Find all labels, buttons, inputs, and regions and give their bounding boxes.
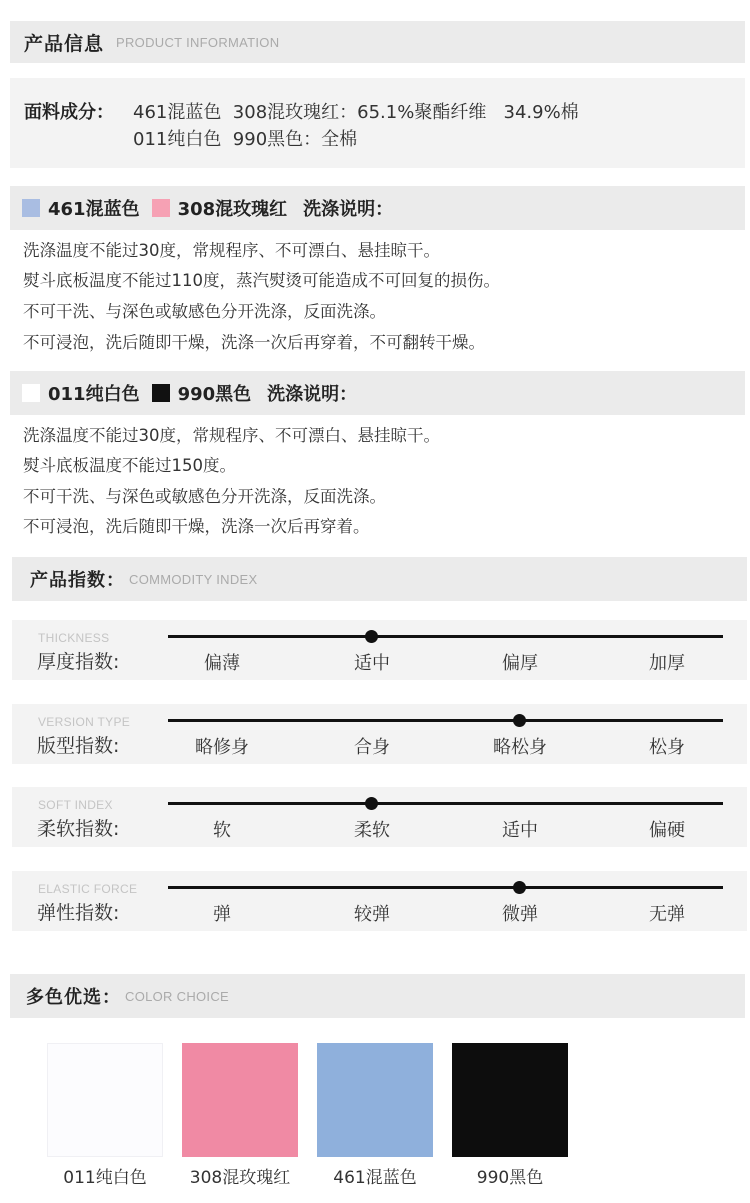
index-cn-label: 弹性指数: [37,902,120,924]
index-option: 略修身 [195,737,249,758]
index-option: 适中 [502,820,538,841]
color-tile-pink[interactable] [182,1043,298,1157]
wash-b-line-4: 不可浸泡，洗后随即干燥，洗涤一次后再穿着。 [23,517,370,536]
index-scale-line [168,802,723,805]
wash-a-line-4: 不可浸泡，洗后随即干燥，洗涤一次后再穿着，不可翻转干燥。 [23,333,485,352]
index-scale-line [168,635,723,638]
product-info-title: 产品信息 [24,32,105,55]
color-choice-title: 多色优选： [26,987,121,1008]
swatch-white [22,384,40,402]
index-marker [513,881,526,894]
index-option: 偏厚 [502,653,538,674]
color-tile-blue[interactable] [317,1043,433,1157]
index-en-label: SOFT INDEX [38,798,113,812]
wash-header-a [10,186,745,230]
fabric-line-1: 461混蓝色 308混玫瑰红：65.1%聚酯纤维 34.9%棉 [133,102,579,123]
index-option: 加厚 [649,653,685,674]
color-choice-subtitle: COLOR CHOICE [125,988,230,1004]
wash-color-black: 990黑色 [177,384,252,405]
index-row-elastic [12,871,747,931]
index-option: 软 [213,820,231,841]
index-option: 略松身 [493,737,547,758]
index-option: 合身 [354,737,390,758]
index-option: 无弹 [649,904,685,925]
index-option: 较弹 [354,904,390,925]
index-option: 柔软 [354,820,390,841]
wash-color-blue: 461混蓝色 [48,199,140,220]
index-cn-label: 柔软指数: [37,818,120,840]
index-option: 偏硬 [649,820,685,841]
index-option: 偏薄 [204,653,240,674]
color-tile-black[interactable] [452,1043,568,1157]
swatch-pink [152,199,170,217]
color-name-pink: 308混玫瑰红 [189,1168,291,1188]
color-choice-header [10,974,745,1018]
wash-a-line-3: 不可干洗、与深色或敏感色分开洗涤，反面洗涤。 [23,302,386,321]
wash-header-b [10,371,745,415]
product-info-header [10,21,745,63]
wash-title-b: 洗涤说明： [267,384,358,405]
index-marker [513,714,526,727]
wash-color-pink: 308混玫瑰红 [177,199,288,220]
index-cn-label: 厚度指数: [37,651,120,673]
wash-title-a: 洗涤说明： [303,199,394,220]
fabric-line-2: 011纯白色 990黑色：全棉 [133,129,358,150]
color-name-white: 011纯白色 [63,1168,147,1188]
color-tile-white[interactable] [47,1043,163,1157]
index-en-label: THICKNESS [38,631,110,645]
commodity-index-header [12,557,747,601]
index-row-version [12,704,747,764]
product-info-subtitle: PRODUCT INFORMATION [116,34,280,50]
color-name-blue: 461混蓝色 [333,1168,417,1188]
fabric-composition [10,78,745,168]
index-option: 适中 [354,653,390,674]
commodity-index-title: 产品指数： [30,570,125,591]
color-name-black: 990黑色 [476,1168,544,1188]
index-row-soft [12,787,747,847]
index-option: 弹 [213,904,231,925]
index-row-thickness [12,620,747,680]
index-scale-line [168,886,723,889]
index-en-label: VERSION TYPE [38,715,131,729]
wash-a-line-2: 熨斗底板温度不能过110度，蒸汽熨烫可能造成不可回复的损伤。 [23,271,500,290]
commodity-index-subtitle: COMMODITY INDEX [129,571,258,587]
index-cn-label: 版型指数: [37,735,120,757]
index-scale-line [168,719,723,722]
wash-a-line-1: 洗涤温度不能过30度，常规程序、不可漂白、悬挂晾干。 [23,241,440,260]
index-option: 微弹 [502,904,538,925]
swatch-black [152,384,170,402]
wash-color-white: 011纯白色 [48,384,140,405]
fabric-label: 面料成分： [24,102,114,123]
wash-b-line-2: 熨斗底板温度不能过150度。 [23,456,236,475]
index-option: 松身 [649,737,685,758]
index-marker [365,630,378,643]
swatch-blue [22,199,40,217]
index-en-label: ELASTIC FORCE [38,882,138,896]
index-marker [365,797,378,810]
wash-b-line-1: 洗涤温度不能过30度，常规程序、不可漂白、悬挂晾干。 [23,426,440,445]
wash-b-line-3: 不可干洗、与深色或敏感色分开洗涤，反面洗涤。 [23,487,386,506]
